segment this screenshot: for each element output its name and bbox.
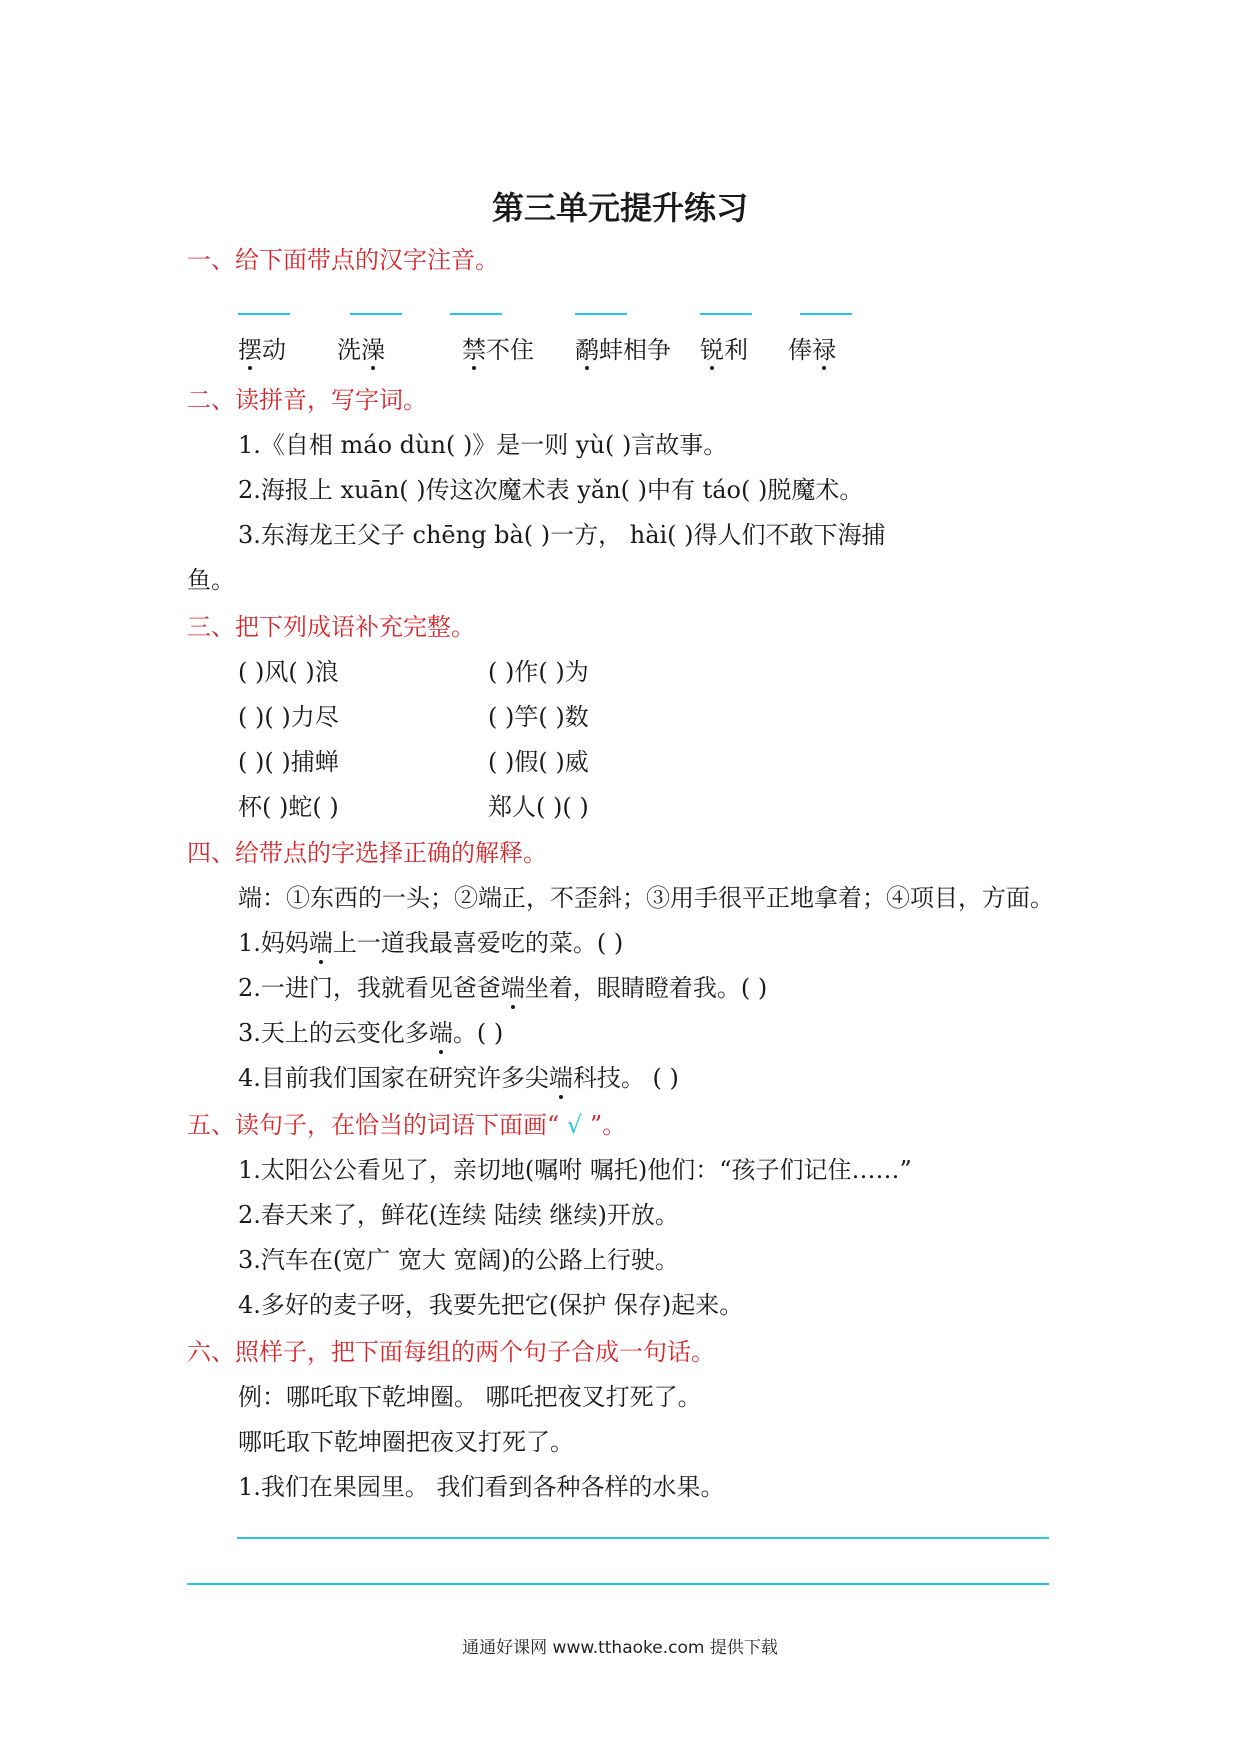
idiom-blank[interactable]: ( )作( )为	[488, 658, 589, 686]
s4-item-2: 2.一进门，我就看见爸爸端坐着，眼睛瞪着我。( )	[238, 968, 767, 1003]
s2-item-3-cont: 鱼。	[187, 566, 235, 594]
pinyin-blank-3[interactable]	[450, 313, 502, 315]
dotted-char: 禄	[812, 336, 836, 364]
idiom-row-4	[238, 787, 589, 822]
definition-line: 端：①东西的一头；②端正，不歪斜；③用手很平正地拿着；④项目，方面。	[238, 884, 1054, 912]
s6-item-1: 1.我们在果园里。 我们看到各种各样的水果。	[238, 1473, 725, 1501]
word-5: 锐利	[700, 336, 748, 364]
idiom-blank[interactable]: ( )风( )浪	[238, 658, 339, 686]
idiom-blank[interactable]: ( )竽( )数	[488, 703, 589, 731]
dotted-char: 端	[309, 923, 333, 958]
footer-source: 通通好课网 www.tthaoke.com 提供下载	[462, 1638, 778, 1658]
pinyin-blank-5[interactable]	[700, 313, 752, 315]
s5-item-1[interactable]: 1.太阳公公看见了，亲切地(嘱咐 嘱托)他们：“孩子们记住……”	[238, 1156, 912, 1184]
word-3: 禁不住	[462, 336, 534, 364]
s5-item-2[interactable]: 2.春天来了，鲜花(连续 陆续 继续)开放。	[238, 1201, 679, 1229]
s4-item-3: 3.天上的云变化多端。( )	[238, 1013, 503, 1048]
s5-item-3[interactable]: 3.汽车在(宽广 宽大 宽阔)的公路上行驶。	[238, 1246, 679, 1274]
checkmark-icon: √	[559, 1111, 590, 1139]
section-1-heading: 一、给下面带点的汉字注音。	[187, 246, 499, 274]
example-answer: 哪吒取下乾坤圈把夜叉打死了。	[238, 1428, 574, 1456]
dotted-char: 端	[501, 968, 525, 1003]
dotted-char: 澡	[361, 336, 385, 364]
s2-item-3: 3.东海龙王父子 chēng bà( )一方， hài( )得人们不敢下海捕	[238, 521, 886, 549]
s4-item-1: 1.妈妈端上一道我最喜爱吃的菜。( )	[238, 923, 623, 958]
idiom-blank[interactable]: ( )( )捕蝉	[238, 748, 339, 776]
page-title: 第三单元提升练习	[491, 189, 748, 227]
word-6: 俸禄	[788, 336, 836, 364]
pinyin-blank-6[interactable]	[800, 313, 852, 315]
section-2-heading: 二、读拼音，写字词。	[187, 386, 427, 414]
idiom-blank[interactable]: ( )( )力尽	[238, 703, 339, 731]
answer-line-1[interactable]	[237, 1537, 1049, 1539]
section-4-heading: 四、给带点的字选择正确的解释。	[187, 839, 547, 867]
idiom-blank[interactable]: 杯( )蛇( )	[238, 793, 339, 821]
idiom-row-3	[238, 742, 589, 777]
word-2: 洗澡	[337, 336, 385, 364]
dotted-char: 端	[549, 1058, 573, 1093]
dotted-char: 鹬	[575, 336, 599, 364]
section-3-heading: 三、把下列成语补充完整。	[187, 613, 475, 641]
dotted-char: 端	[429, 1013, 453, 1048]
section-6-heading: 六、照样子，把下面每组的两个句子合成一句话。	[187, 1338, 715, 1366]
idiom-row-2	[238, 697, 589, 732]
pinyin-blank-4[interactable]	[575, 313, 627, 315]
dotted-char: 摆	[238, 336, 262, 364]
example-line: 例：哪吒取下乾坤圈。 哪吒把夜叉打死了。	[238, 1383, 702, 1411]
s5-item-4[interactable]: 4.多好的麦子呀，我要先把它(保护 保存)起来。	[238, 1291, 744, 1319]
pinyin-blank-2[interactable]	[350, 313, 402, 315]
dotted-char: 锐	[700, 336, 724, 364]
idiom-blank[interactable]: 郑人( )( )	[488, 793, 589, 821]
word-1: 摆动	[238, 336, 286, 364]
idiom-blank[interactable]: ( )假( )威	[488, 748, 589, 776]
idiom-row-1	[238, 652, 589, 687]
section-5-heading: 五、读句子，在恰当的词语下面画“ √ ”。	[187, 1111, 627, 1139]
s2-item-2: 2.海报上 xuān( )传这次魔术表 yǎn( )中有 táo( )脱魔术。	[238, 476, 864, 504]
s2-item-1: 1.《自相 máo dùn( )》是一则 yù( )言故事。	[238, 431, 728, 459]
s4-item-4: 4.目前我们国家在研究许多尖端科技。 ( )	[238, 1058, 679, 1093]
word-4: 鹬蚌相争	[575, 336, 671, 364]
answer-line-2[interactable]	[187, 1583, 1049, 1585]
dotted-char: 禁	[462, 336, 486, 364]
pinyin-blank-1[interactable]	[238, 313, 290, 315]
